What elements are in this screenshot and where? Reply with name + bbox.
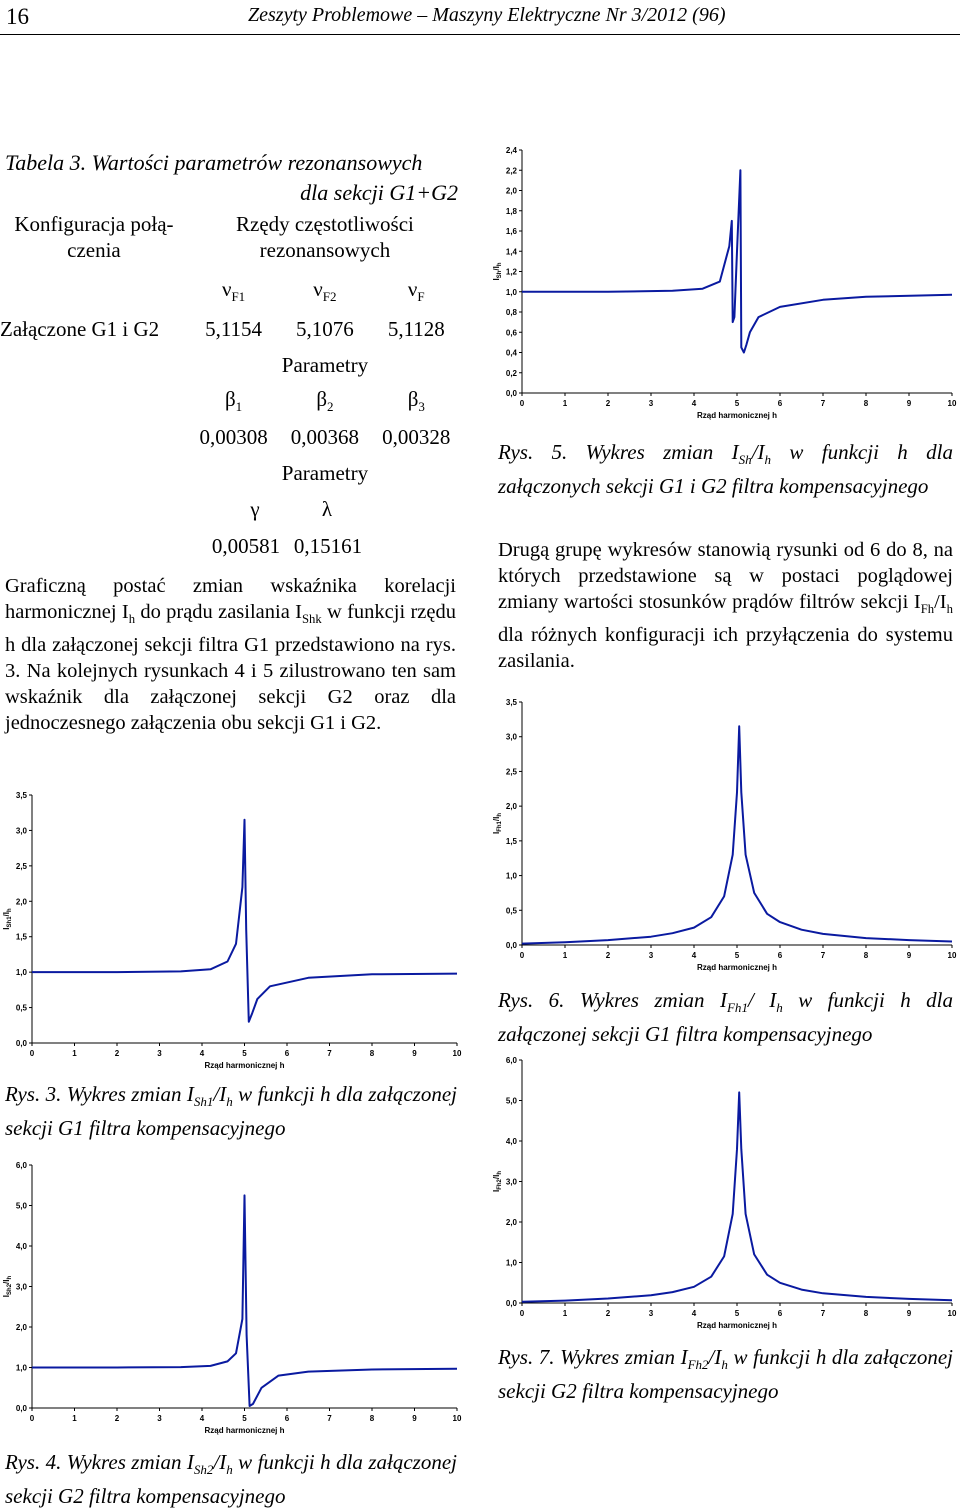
x-tick-label: 6: [284, 1049, 290, 1058]
params-label-2: Parametry: [281, 460, 369, 485]
caption-rys3: Rys. 3. Wykres zmian $I_{Sh1}/I_h$ w funkcji h dla załączonej sekcji G1 filtra kompensacyjnego: [5, 1082, 457, 1141]
x-tick-label: 5: [734, 399, 740, 408]
y-tick-label: 3,0: [15, 826, 27, 836]
beta1-value: 0,00308: [199, 424, 268, 449]
y-tick-label: 2,0: [15, 1323, 27, 1332]
chart-rys6: [490, 692, 960, 977]
y-tick-label: 6,0: [505, 1056, 517, 1065]
page-number: 16: [6, 4, 29, 29]
y-tick-label: 2,5: [15, 861, 27, 871]
y-tick-label: 2,0: [15, 897, 27, 907]
y-tick-label: 3,0: [15, 1282, 27, 1292]
y-tick-label: 5,0: [15, 1201, 27, 1211]
x-tick-label: 1: [72, 1049, 77, 1058]
y-tick-label: 1,2: [505, 267, 517, 277]
y-tick-label: 0,0: [15, 1039, 27, 1048]
x-axis-label: Rząd harmonicznej h: [204, 1061, 285, 1070]
x-tick-label: 1: [72, 1414, 77, 1423]
x-tick-label: 8: [863, 399, 869, 408]
x-tick-label: 2: [114, 1414, 120, 1423]
x-axis-label: Rząd harmonicznej h: [696, 1321, 778, 1330]
row-label: Załączone G1 i G2: [0, 317, 160, 341]
x-tick-label: 8: [863, 951, 869, 960]
y-tick-label: 1,0: [15, 968, 27, 978]
x-tick-label: 6: [777, 399, 783, 408]
y-tick-label: 0,2: [505, 368, 517, 378]
y-tick-label: 2,4: [505, 146, 517, 155]
caption-rys7: Rys. 7. Wykres zmian $I_{Fh2}/I_h$ w funkcji h dla załączonej sekcji G2 filtra kompensacyjnego: [498, 1345, 953, 1404]
y-tick-label: 0,5: [505, 906, 517, 916]
y-tick-label: 1,5: [505, 836, 517, 846]
y-tick-label: 0,6: [505, 328, 517, 338]
beta2-label: $\beta_2$: [316, 386, 334, 415]
y-tick-label: 4,0: [505, 1137, 517, 1146]
y-tick-label: 5,0: [505, 1096, 517, 1106]
beta2-value: 0,00368: [290, 424, 360, 449]
x-tick-label: 5: [242, 1414, 247, 1423]
x-tick-label: 7: [820, 399, 826, 408]
orders-header-line2: rezonansowych: [259, 238, 391, 262]
table-caption: [5, 148, 460, 208]
y-tick-label: 2,0: [505, 802, 517, 812]
x-tick-label: 3: [648, 399, 654, 408]
x-tick-label: 2: [605, 951, 611, 960]
y-tick-label: 2,2: [505, 166, 517, 176]
chart-rys7: [490, 1050, 960, 1335]
x-tick-label: 0: [29, 1414, 35, 1423]
x-tick-label: 0: [519, 1309, 525, 1318]
x-tick-label: 9: [412, 1414, 417, 1423]
x-axis-label: Rząd harmonicznej h: [696, 963, 778, 972]
y-tick-label: 3,5: [505, 698, 517, 707]
y-tick-label: 1,0: [15, 1363, 27, 1373]
x-tick-label: 9: [906, 1309, 912, 1318]
x-tick-label: 2: [605, 1309, 611, 1318]
x-tick-label: 1: [562, 951, 568, 960]
lambda-label: λ: [321, 497, 333, 521]
y-axis-label: $I_{Sh1}/I_h$: [2, 908, 13, 930]
x-tick-label: 1: [562, 399, 568, 408]
y-tick-label: 0,0: [505, 941, 517, 950]
x-tick-label: 6: [777, 1309, 783, 1318]
x-tick-label: 1: [562, 1309, 568, 1318]
nu-f2-label: $\nu_{F2}$: [313, 277, 337, 305]
y-tick-label: 0,0: [505, 1299, 517, 1308]
y-tick-label: 2,0: [505, 1218, 517, 1227]
x-tick-label: 7: [327, 1049, 332, 1058]
x-tick-label: 8: [369, 1414, 375, 1423]
x-tick-label: 10: [947, 399, 957, 408]
x-tick-label: 5: [734, 1309, 740, 1318]
x-tick-label: 4: [199, 1049, 205, 1058]
config-header: [0, 211, 188, 271]
series-line: [522, 726, 952, 943]
y-tick-label: 0,0: [15, 1404, 27, 1413]
y-tick-label: 3,0: [505, 1177, 517, 1187]
x-tick-label: 0: [519, 399, 525, 408]
gamma-value: 0,00581: [211, 534, 281, 558]
x-tick-label: 9: [906, 399, 912, 408]
y-tick-label: 1,8: [505, 206, 517, 216]
y-tick-label: 1,4: [505, 247, 517, 257]
caption-rys4: Rys. 4. Wykres zmian $I_{Sh2}/I_h$ w funkcji h dla załączonej sekcji G2 filtra kompensacyjnego: [5, 1450, 457, 1509]
table-caption-line1: Tabela 3. Wartości parametrów rezonansowych: [5, 150, 423, 175]
x-tick-label: 5: [242, 1049, 247, 1058]
x-tick-label: 4: [691, 1309, 697, 1318]
y-tick-label: 0,8: [505, 308, 517, 317]
x-tick-label: 3: [648, 1309, 654, 1318]
y-tick-label: 0,4: [505, 348, 517, 358]
chart-rys5: [490, 140, 960, 425]
x-tick-label: 10: [452, 1414, 462, 1423]
y-axis-label: $I_{Sh}/I_h$: [492, 262, 503, 281]
x-tick-label: 10: [947, 951, 957, 960]
y-axis-label: $I_{Sh2}/I_h$: [2, 1275, 13, 1298]
x-tick-label: 9: [906, 951, 912, 960]
y-tick-label: 0,0: [505, 389, 517, 398]
x-axis-label: Rząd harmonicznej h: [696, 411, 778, 420]
x-tick-label: 3: [157, 1414, 162, 1423]
config-header-line2: czenia: [67, 238, 121, 262]
nu-f2-value: 5,1076: [296, 317, 354, 341]
y-tick-label: 1,0: [505, 287, 517, 297]
x-tick-label: 4: [691, 399, 697, 408]
x-tick-label: 10: [947, 1309, 957, 1318]
x-tick-label: 3: [157, 1049, 162, 1058]
x-tick-label: 7: [820, 1309, 826, 1318]
y-tick-label: 2,5: [505, 767, 517, 777]
x-tick-label: 10: [452, 1049, 462, 1058]
paragraph-right: Drugą grupę wykresów stanowią rysunki od 6 do 8, na których przedstawione są w postaci poglądowej zmiany wartości stosunków prądów filtrów sekcji $I_{Fh}/I_h$ dla różnych konfiguracji ich przyłączenia do systemu zasilania.: [498, 539, 953, 673]
beta1-label: $\beta_1$: [224, 386, 243, 415]
header-rule: [0, 34, 960, 35]
paragraph-left: Graficzną postać zmian wskaźnika korelacji harmonicznej $I_h$ do prądu zasilania $I_{Shk}$ w funkcji rzędu h dla załączonej sekcji filtra G1 przedstawiono na rys. 3. Na kolejnych rysunkach 4 i 5 zilustrowano ten sam wskaźnik dla załączonej sekcji G2 oraz dla jednoczesnego załączenia obu sekcji G1 i G2.: [5, 575, 456, 735]
beta3-label: $\beta_3$: [407, 386, 425, 415]
nu-f1-value: 5,1154: [205, 317, 263, 341]
x-tick-label: 3: [648, 951, 654, 960]
x-tick-label: 2: [605, 399, 611, 408]
x-tick-label: 8: [863, 1309, 869, 1318]
x-tick-label: 4: [691, 951, 697, 960]
caption-rys6: Rys. 6. Wykres zmian $I_{Fh1}/$ $I_h$ w funkcji h dla załączonej sekcji G1 filtra kompensacyjnego: [498, 988, 954, 1047]
y-tick-label: 3,0: [505, 732, 517, 742]
nu-f-value: 5,1128: [387, 317, 445, 341]
x-axis-label: Rząd harmonicznej h: [204, 1426, 285, 1435]
y-tick-label: 2,0: [505, 186, 517, 196]
series-line: [32, 1195, 457, 1406]
orders-header-line1: Rzędy częstotliwości: [236, 212, 414, 236]
params-label: Parametry: [281, 352, 369, 377]
y-axis-label: $I_{Fh1}/I_h$: [492, 812, 503, 835]
y-tick-label: 0,5: [15, 1003, 27, 1013]
x-tick-label: 7: [327, 1414, 332, 1423]
x-tick-label: 0: [519, 951, 525, 960]
series-line: [522, 170, 952, 352]
lambda-value: 0,15161: [293, 534, 363, 558]
x-tick-label: 9: [412, 1049, 417, 1058]
series-line: [32, 820, 457, 1022]
chart-rys3: [0, 785, 465, 1075]
x-tick-label: 6: [777, 951, 783, 960]
config-header-line1: Konfiguracja połą-: [14, 212, 174, 236]
y-tick-label: 1,0: [505, 871, 517, 881]
x-tick-label: 6: [284, 1414, 290, 1423]
x-tick-label: 8: [369, 1049, 375, 1058]
series-line: [522, 1092, 952, 1301]
x-tick-label: 4: [199, 1414, 205, 1423]
caption-rys5: Rys. 5. Wykres zmian $I_{Sh}/I_h$ w funkcji h dla załączonych sekcji G1 i G2 filtra kompensacyjnego: [498, 440, 953, 499]
beta3-value: 0,00328: [382, 424, 451, 449]
orders-header: [188, 211, 462, 271]
y-tick-label: 1,0: [505, 1258, 517, 1268]
table-caption-line2: dla sekcji G1+G2: [300, 180, 458, 205]
x-tick-label: 2: [114, 1049, 120, 1058]
x-tick-label: 0: [29, 1049, 35, 1058]
nu-f-label: $\nu_F$: [407, 277, 425, 305]
y-tick-label: 4,0: [15, 1242, 27, 1251]
y-tick-label: 1,6: [505, 227, 517, 236]
nu-f1-label: $\nu_{F1}$: [221, 277, 246, 305]
parameters-table: [0, 211, 462, 491]
x-tick-label: 7: [820, 951, 826, 960]
y-axis-label: $I_{Fh2}/I_h$: [492, 1170, 503, 1193]
y-tick-label: 3,5: [15, 791, 27, 800]
chart-rys4: [0, 1155, 465, 1440]
gamma-label: γ: [250, 497, 260, 521]
y-tick-label: 1,5: [15, 932, 27, 942]
journal-title: Zeszyty Problemowe – Maszyny Elektryczne Nr 3/2012 (96): [248, 4, 726, 26]
x-tick-label: 5: [734, 951, 740, 960]
y-tick-label: 6,0: [15, 1161, 27, 1170]
